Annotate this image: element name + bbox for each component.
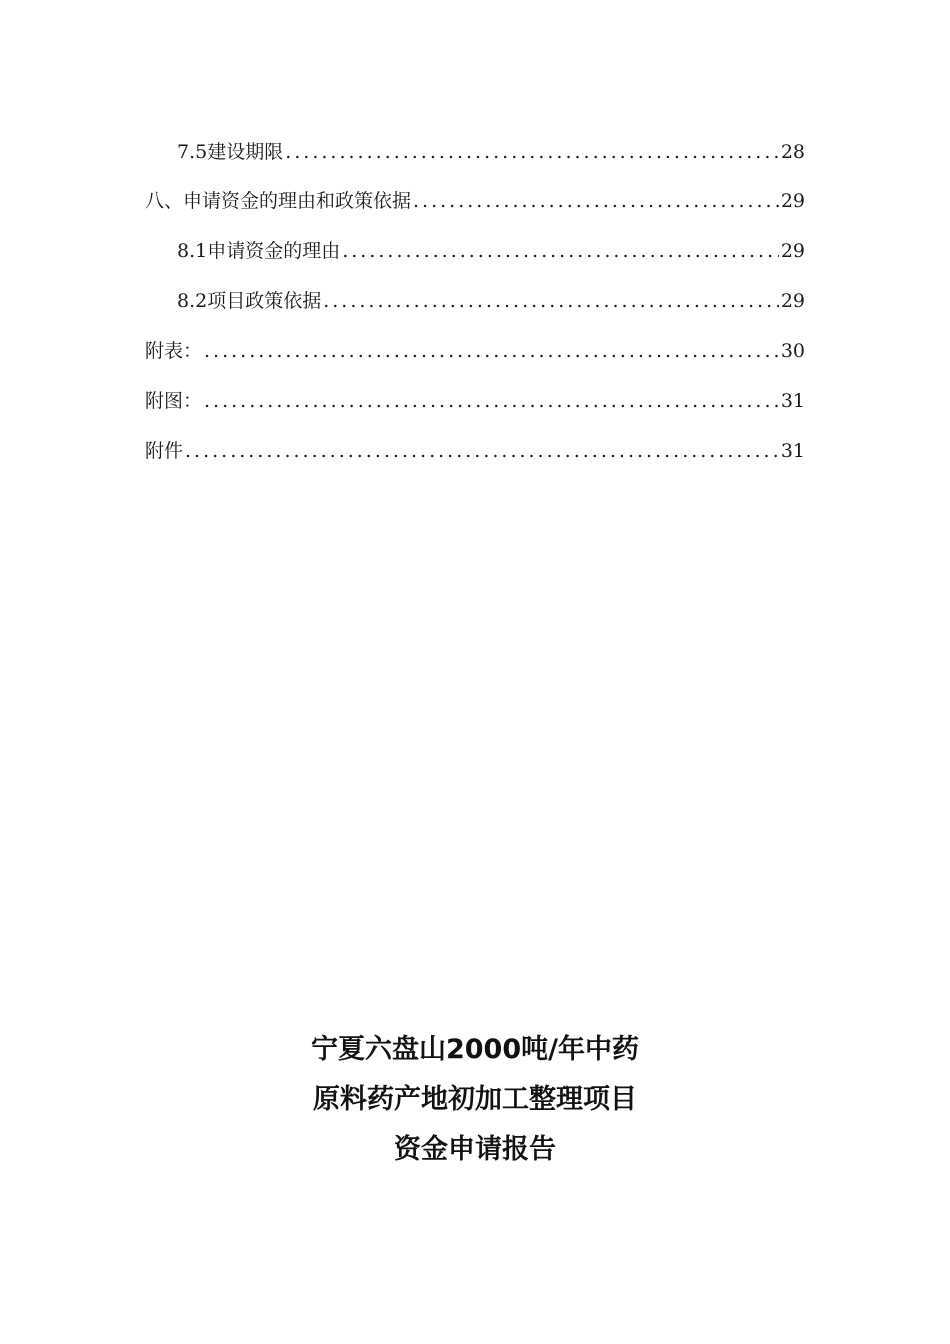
toc-entry-page: 29: [780, 290, 805, 312]
toc-leader-dots: [413, 186, 779, 216]
toc-entry-8-2[interactable]: [177, 286, 805, 316]
toc-entry-appendix-tables[interactable]: [145, 336, 805, 366]
toc-entry-8-1[interactable]: [177, 236, 805, 266]
toc-entry-attachments[interactable]: [145, 436, 805, 466]
toc-entry-page: 28: [780, 141, 805, 163]
report-title-line-1: 宁夏六盘山2000吨/年中药: [310, 1034, 639, 1065]
toc-entry-label: 附件: [145, 440, 184, 462]
toc-entry-page: 31: [780, 440, 805, 462]
report-title: [0, 1025, 950, 1175]
toc-entry-label: 八、申请资金的理由和政策依据: [145, 190, 412, 212]
toc-entry-label: 7.5建设期限: [177, 141, 284, 163]
report-title-line-2: 原料药产地初加工整理项目: [313, 1084, 637, 1115]
toc-entry-page: 29: [780, 240, 805, 262]
toc-leader-dots: [342, 236, 779, 266]
toc-entry-page: 29: [780, 190, 805, 212]
toc-entry-chapter-8[interactable]: [145, 186, 805, 216]
toc-entry-page: 30: [780, 340, 805, 362]
toc-leader-dots: [323, 286, 779, 316]
toc-leader-dots: [204, 336, 779, 366]
toc-entry-label: 附表：: [145, 340, 203, 362]
toc-leader-dots: [185, 436, 779, 466]
toc-entry-page: 31: [780, 390, 805, 412]
toc-leader-dots: [204, 386, 779, 416]
toc-entry-label: 8.2项目政策依据: [177, 290, 322, 312]
toc-leader-dots: [285, 137, 779, 167]
toc-entry-label: 8.1申请资金的理由: [177, 240, 341, 262]
toc-entry-appendix-figures[interactable]: [145, 386, 805, 416]
report-title-line-3: 资金申请报告: [394, 1134, 556, 1165]
toc-entry-label: 附图：: [145, 390, 203, 412]
toc-entry-7-5[interactable]: [177, 137, 805, 167]
